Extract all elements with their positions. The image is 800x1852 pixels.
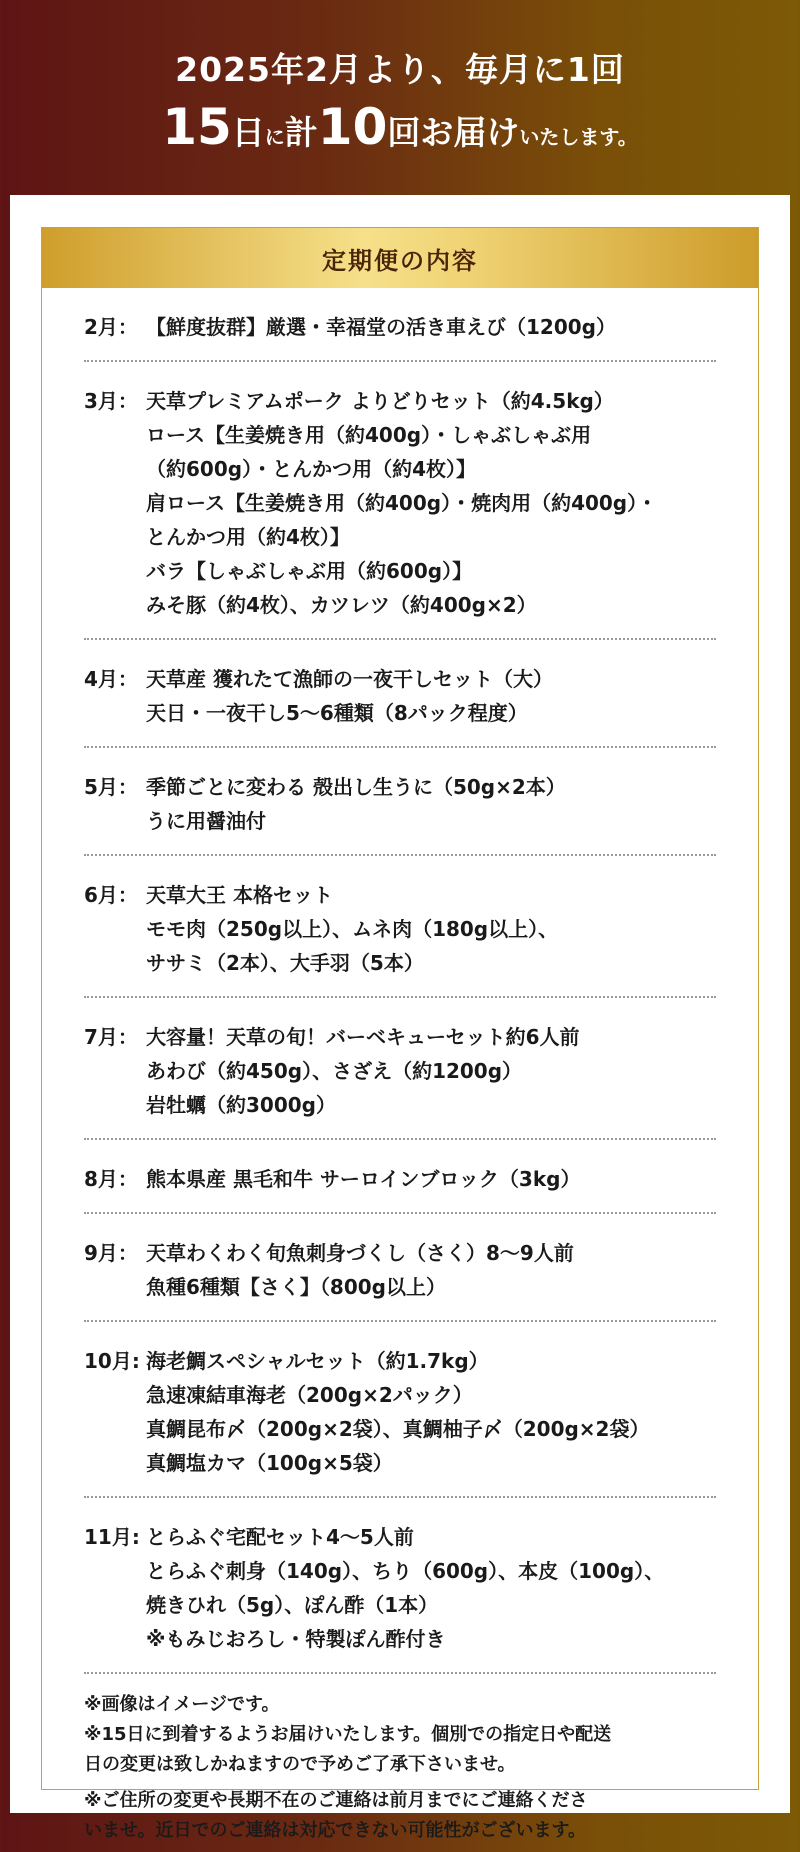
item-line: 天草プレミアムポーク よりどりセット（約4.5kg） <box>146 389 614 413</box>
item-lines <box>146 1344 716 1480</box>
item-lines <box>146 384 716 622</box>
header-line-1: 2025年2月より、毎月に1回 <box>175 50 625 89</box>
item-line: 魚種6種類【さく】（800g以上） <box>146 1275 446 1299</box>
item-lines <box>146 310 716 344</box>
item-lines <box>146 1162 716 1196</box>
item-lines <box>146 1520 716 1656</box>
item-month: 6月： <box>84 883 138 907</box>
box-title: 定期便の内容 <box>42 228 758 288</box>
item-line: モモ肉（250g以上）、ムネ肉（180g以上）、 <box>146 917 559 941</box>
item-line: 岩牡蠣（約3000g） <box>146 1093 336 1117</box>
item-line: 天草産 獲れたて漁師の一夜干しセット（大） <box>146 667 553 691</box>
list-item <box>84 1140 716 1214</box>
item-month: 4月： <box>84 667 138 691</box>
note-line: 日の変更は致しかねますので予めご了承下さいませ。 <box>84 1754 516 1775</box>
header-total-label: 計 <box>284 113 318 152</box>
list-item <box>84 1214 716 1322</box>
header-line-2 <box>0 98 800 156</box>
item-line: 天草わくわく旬魚刺身づくし（さく）8～9人前 <box>146 1241 574 1265</box>
list-item <box>84 1322 716 1498</box>
notes-section <box>84 1674 716 1846</box>
item-line: 【鮮度抜群】厳選・幸福堂の活き車えび（1200g） <box>146 315 616 339</box>
header-day-unit: 日 <box>231 113 265 152</box>
item-line: とんかつ用（約4枚）】 <box>146 525 350 549</box>
item-month: 11月: <box>84 1525 140 1549</box>
item-lines <box>146 878 716 980</box>
item-line: 大容量！天草の旬！バーベキューセット約6人前 <box>146 1025 580 1049</box>
list-item <box>84 288 716 362</box>
item-month: 10月: <box>84 1349 140 1373</box>
item-line: 真鯛昆布〆（200g×2袋）、真鯛柚子〆（200g×2袋） <box>146 1417 650 1441</box>
note-line: ※画像はイメージです。 <box>84 1694 280 1715</box>
item-line: とらふぐ宅配セット4～5人前 <box>146 1525 414 1549</box>
content-panel <box>10 195 790 1841</box>
item-lines <box>146 770 716 838</box>
header-day: 15 <box>162 98 232 156</box>
item-line: ロース【生姜焼き用（約400g）・しゃぶしゃぶ用 <box>146 423 592 447</box>
item-list <box>42 288 758 1852</box>
item-line: 真鯛塩カマ（100g×5袋） <box>146 1451 393 1475</box>
item-month: 8月： <box>84 1167 138 1191</box>
list-item <box>84 998 716 1140</box>
item-month: 3月： <box>84 389 138 413</box>
header-count: 10 <box>317 98 388 156</box>
header-deliver: お届け <box>420 113 520 152</box>
list-item <box>84 362 716 640</box>
item-line: うに用醤油付 <box>146 809 266 833</box>
item-month: 7月： <box>84 1025 138 1049</box>
header-count-unit: 回 <box>387 113 421 152</box>
subscription-box <box>41 227 759 1841</box>
item-line: 熊本県産 黒毛和牛 サーロインブロック（3kg） <box>146 1167 581 1191</box>
header-banner <box>0 0 800 195</box>
item-line: 海老鯛スペシャルセット（約1.7kg） <box>146 1349 489 1373</box>
header-particle: に <box>264 125 285 149</box>
item-line: 天草大王 本格セット <box>146 883 333 907</box>
item-line: 急速凍結車海老（200g×2パック） <box>146 1383 473 1407</box>
item-line: ※もみじおろし・特製ぽん酢付き <box>146 1627 446 1651</box>
note-line: ※ご住所の変更や長期不在のご連絡は前月までにご連絡くださ <box>84 1790 588 1811</box>
item-line: 季節ごとに変わる 殻出し生うに（50g×2本） <box>146 775 566 799</box>
item-month: 5月： <box>84 775 138 799</box>
list-item <box>84 640 716 748</box>
item-line: バラ【しゃぶしゃぶ用（約600g）】 <box>146 559 473 583</box>
item-month: 2月： <box>84 315 138 339</box>
item-line: ササミ（2本）、大手羽（5本） <box>146 951 424 975</box>
list-item <box>84 748 716 856</box>
item-lines <box>146 1020 716 1122</box>
item-lines <box>146 662 716 730</box>
header-suffix: いたします。 <box>519 125 638 149</box>
item-line: 焼きひれ（5g）、ぽん酢（1本） <box>146 1593 439 1617</box>
note-paragraph <box>84 1690 716 1780</box>
item-month: 9月： <box>84 1241 138 1265</box>
item-line: 天日・一夜干し5～6種類（8パック程度） <box>146 701 528 725</box>
list-item <box>84 1498 716 1674</box>
list-item <box>84 856 716 998</box>
note-line: いませ。近日でのご連絡は対応できない可能性がございます。 <box>84 1820 587 1841</box>
item-line: みそ豚（約4枚）、カツレツ（約400g×2） <box>146 593 537 617</box>
item-line: 肩ロース【生姜焼き用（約400g）・焼肉用（約400g）・ <box>146 491 658 515</box>
item-line: とらふぐ刺身（140g）、ちり（600g）、本皮（100g）、 <box>146 1559 665 1583</box>
note-paragraph <box>84 1786 716 1846</box>
item-lines <box>146 1236 716 1304</box>
note-line: ※15日に到着するようお届けいたします。個別での指定日や配送 <box>84 1724 612 1745</box>
item-line: （約600g）・とんかつ用（約4枚）】 <box>146 457 476 481</box>
item-line: あわび（約450g）、さざえ（約1200g） <box>146 1059 523 1083</box>
